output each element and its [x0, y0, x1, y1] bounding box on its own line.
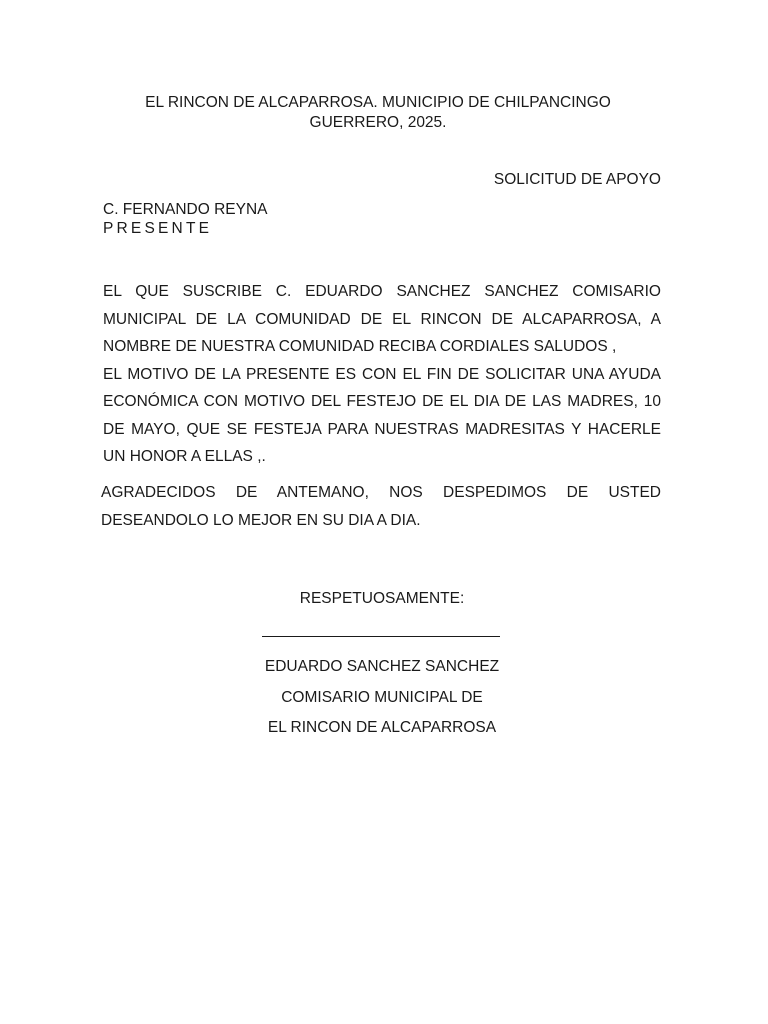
signature-line [262, 636, 500, 637]
body-paragraph-request: EL MOTIVO DE LA PRESENTE ES CON EL FIN DE SOLICITAR UNA AYUDA ECONÓMICA CON MOTIVO DEL FESTEJO DE EL DIA DE LAS MADRES, 10 DE MAYO, QUE SE FESTEJA PARA NUESTRAS MADRESITAS Y HACERLE UN HONOR A ELLAS ,. [103, 365, 661, 465]
signer-title-line2: EL RINCON DE ALCAPARROSA [267, 719, 497, 736]
document-header [100, 93, 656, 133]
recipient-block [103, 200, 268, 238]
body-paragraph-closing: AGRADECIDOS DE ANTEMANO, NOS DESPEDIMOS DE USTED DESEANDOLO LO MEJOR EN SU DIA A DIA. [101, 484, 661, 529]
header-location-line: EL RINCON DE ALCAPARROSA. MUNICIPIO DE CHILPANCINGO [145, 94, 611, 111]
recipient-presente: PRESENTE [103, 220, 213, 237]
signature-block [232, 652, 532, 744]
signer-title-line1: COMISARIO MUNICIPAL DE [281, 688, 483, 706]
letter-body-main [103, 278, 661, 471]
header-date-line: GUERRERO, 2025. [309, 114, 447, 131]
recipient-name: C. FERNANDO REYNA [103, 201, 268, 218]
body-paragraph-greeting: EL QUE SUSCRIBE C. EDUARDO SANCHEZ SANCHEZ COMISARIO MUNICIPAL DE LA COMUNIDAD DE EL RINCON DE ALCAPARROSA, A NOMBRE DE NUESTRA COMUNIDAD RECIBA CORDIALES SALUDOS , [103, 283, 661, 355]
signer-name: EDUARDO SANCHEZ SANCHEZ [264, 658, 500, 675]
signoff: RESPETUOSAMENTE: [299, 590, 465, 607]
subject-line: SOLICITUD DE APOYO [493, 171, 661, 188]
